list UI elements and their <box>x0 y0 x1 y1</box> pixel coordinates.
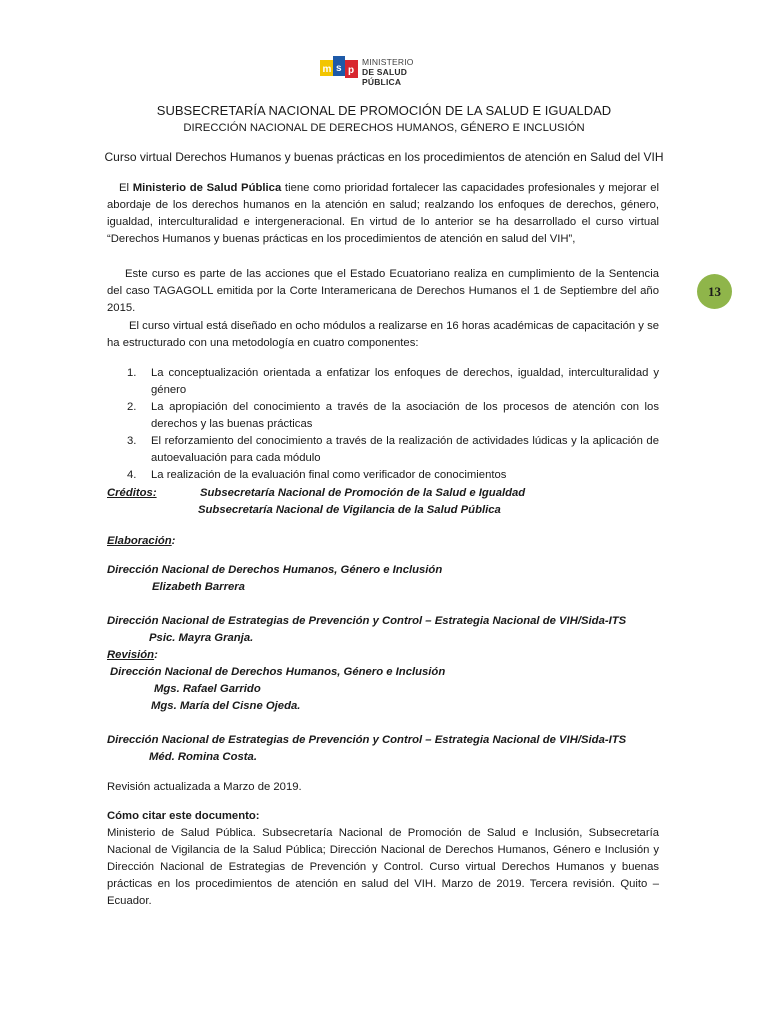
p1-ministry: Ministerio de Salud Pública <box>132 182 282 194</box>
intro-paragraph-2: Este curso es parte de las acciones que el Estado Ecuatoriano realiza en cumplimiento de la Sentencia del caso TAGAGOLL emitida por la Corte Interamericana de Derechos Humanos el 1 de Septiembre del año 2015. <box>107 268 659 314</box>
page-number-badge: 13 <box>697 274 732 309</box>
logo-line-1: MINISTERIO <box>362 57 414 67</box>
list-number: 2. <box>127 401 137 413</box>
list-text: La realización de la evaluación final como verificador de conocimientos <box>151 469 507 481</box>
list-text: El reforzamiento del conocimiento a través de la realización de actividades lúdicas y la aplicación de autoevaluación para cada módulo <box>151 435 659 464</box>
revision-updated-note: Revisión actualizada a Marzo de 2019. <box>107 781 302 793</box>
revision-person-1: Mgs. Rafael Garrido <box>154 683 261 695</box>
svg-text:m: m <box>322 64 332 75</box>
citation-text: Ministerio de Salud Pública. Subsecretaría Nacional de Promoción de Salud e Inclusión, Subsecretaría Nacional de Vigilancia de la Salud Pública; Dirección Nacional de Derechos Humanos, Género e Inclusión y Dirección Nacional de Estrategias de Prevención y Control. Curso virtual Derechos Humanos y buenas prácticas en los procedimientos de atención en salud del VIH. Marzo de 2019. Tercera revisión. Quito – Ecuador. <box>107 827 659 907</box>
revision-heading <box>107 647 158 664</box>
list-number: 4. <box>127 469 137 481</box>
logo-wordmark <box>362 57 414 87</box>
revision-dir-2: Dirección Nacional de Estrategias de Prevención y Control – Estrategia Nacional de VIH/Sida-ITS <box>107 734 627 746</box>
svg-text:s: s <box>336 63 342 74</box>
elaboracion-dir-2: Dirección Nacional de Estrategias de Prevención y Control – Estrategia Nacional de VIH/Sida-ITS <box>107 615 627 627</box>
p1-lead: El <box>119 182 133 194</box>
elaboracion-dir-1: Dirección Nacional de Derechos Humanos, Género e Inclusión <box>107 564 443 576</box>
revision-colon: : <box>154 649 158 661</box>
citation-heading: Cómo citar este documento: <box>107 810 260 822</box>
course-title: Curso virtual Derechos Humanos y buenas prácticas en los procedimientos de atención en Salud del VIH <box>104 150 664 164</box>
p1-rest: tiene como prioridad fortalecer las capacidades profesionales y mejorar el abordaje de los derechos humanos en la atención en salud; realzando los enfoques de derechos, género, igualdad, interculturalidad e intergeneracional. En virtud de lo anterior se ha desarrollado el curso virtual “Derechos Humanos y buenas prácticas en los procedimientos de atención en salud del VIH”, <box>107 182 660 245</box>
credits-line-1: Subsecretaría Nacional de Promoción de la Salud e Igualdad <box>200 487 526 499</box>
logo-line-2: DE SALUD PÚBLICA <box>362 67 408 87</box>
intro-paragraph-3: El curso virtual está diseñado en ocho módulos a realizarse en 16 horas académicas de capacitación y se ha estructurado con una metodología en cuatro componentes: <box>107 320 659 349</box>
elaboracion-colon: : <box>171 535 176 547</box>
elaboracion-person-2: Psic. Mayra Granja. <box>149 632 254 644</box>
credits-line-2: Subsecretaría Nacional de Vigilancia de la Salud Pública <box>198 504 501 516</box>
elaboracion-label: Elaboración <box>107 535 172 547</box>
revision-dir-1: Dirección Nacional de Derechos Humanos, Género e Inclusión <box>110 666 446 678</box>
credits-label: Créditos: <box>107 487 157 499</box>
msp-logo-icon <box>320 54 358 84</box>
header-direccion: DIRECCIÓN NACIONAL DE DERECHOS HUMANOS, GÉNERO E INCLUSIÓN <box>183 122 585 134</box>
intro-paragraph-1 <box>107 180 659 248</box>
list-item <box>107 399 659 433</box>
list-text: La conceptualización orientada a enfatizar los enfoques de derechos, igualdad, interculturalidad y género <box>151 367 659 396</box>
elaboracion-person-1: Elizabeth Barrera <box>152 581 245 593</box>
list-item <box>107 433 659 467</box>
revision-label: Revisión <box>107 649 155 661</box>
svg-text:p: p <box>348 65 355 76</box>
header-subsecretaria: SUBSECRETARÍA NACIONAL DE PROMOCIÓN DE LA SALUD E IGUALDAD <box>156 103 612 118</box>
list-item <box>107 365 659 399</box>
revision-person-3: Méd. Romina Costa. <box>149 751 257 763</box>
list-number: 1. <box>127 367 137 379</box>
list-item <box>107 467 659 484</box>
components-list <box>107 365 659 484</box>
list-text: La apropiación del conocimiento a través de la asociación de los procesos de atención con los derechos y las buenas prácticas <box>151 401 659 430</box>
elaboracion-heading <box>107 533 175 550</box>
list-number: 3. <box>127 435 137 447</box>
revision-person-2: Mgs. María del Cisne Ojeda. <box>151 700 301 712</box>
